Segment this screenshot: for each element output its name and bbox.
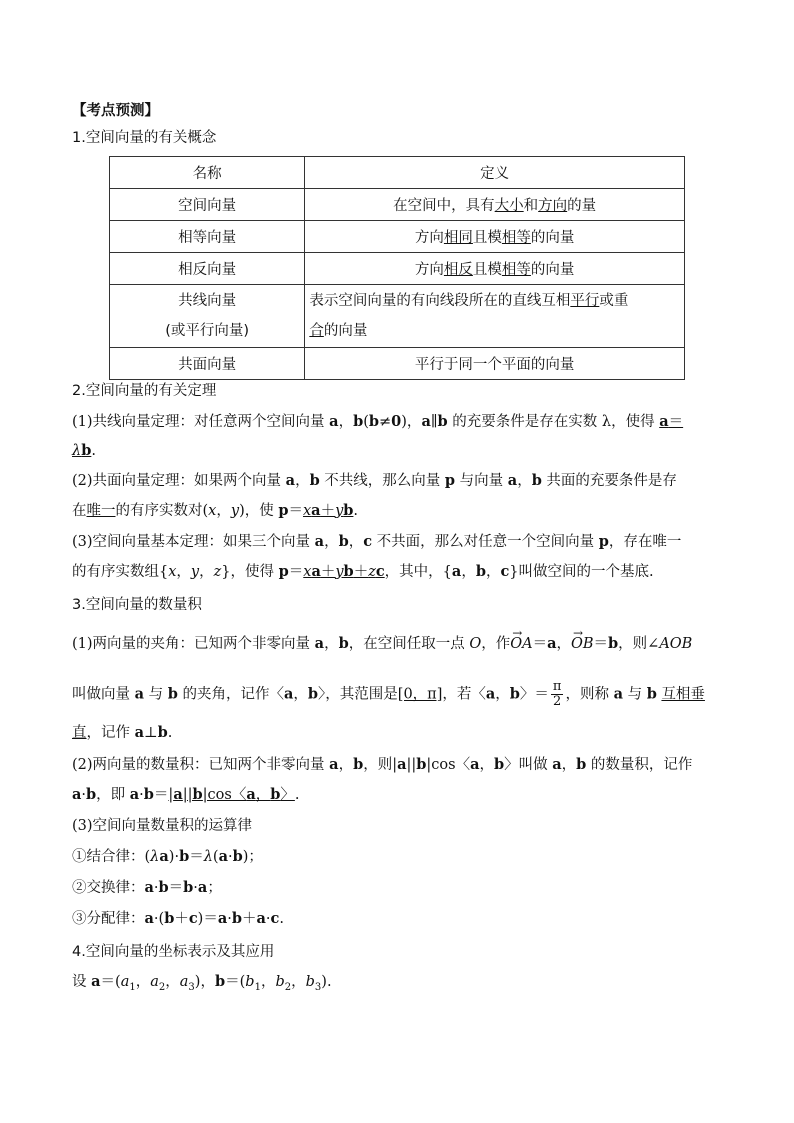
paragraph bbox=[72, 562, 724, 582]
subscript: 2 bbox=[284, 981, 292, 993]
text: 不共线，那么向量 bbox=[319, 473, 445, 489]
text: . bbox=[167, 725, 173, 741]
text: |cos〈 bbox=[202, 787, 247, 803]
underlined-text: 直 bbox=[72, 725, 87, 741]
text: · bbox=[193, 880, 198, 896]
text: 的有序实数组{ bbox=[72, 564, 169, 580]
vector-symbol: b bbox=[576, 756, 587, 773]
text: ，若〈 bbox=[442, 686, 486, 703]
lambda: λ bbox=[72, 443, 82, 459]
subscript: 1 bbox=[254, 981, 261, 993]
variable: y bbox=[230, 503, 240, 519]
vector-symbol: a bbox=[329, 413, 339, 430]
vector-symbol: a bbox=[218, 848, 228, 865]
paragraph bbox=[72, 785, 724, 805]
vector-symbol: b bbox=[368, 413, 380, 430]
variable: z bbox=[213, 564, 222, 580]
text: ，则称 bbox=[565, 686, 614, 703]
vector-symbol: a bbox=[507, 472, 518, 489]
text: . bbox=[353, 503, 359, 519]
variable: a bbox=[120, 974, 130, 990]
text: )， bbox=[194, 974, 215, 990]
vector-symbol: b bbox=[157, 724, 168, 741]
text: ∥ bbox=[430, 414, 438, 430]
table-row bbox=[110, 253, 685, 285]
vector-arrow-label: → OA bbox=[510, 634, 532, 654]
underlined-text: [0，π] bbox=[397, 686, 443, 703]
vector-symbol: b bbox=[475, 563, 486, 580]
text: }，使得 bbox=[221, 564, 279, 580]
vector-symbol: a bbox=[547, 635, 557, 652]
text: (1)共线向量定理：对任意两个空间向量 bbox=[72, 414, 330, 430]
text: . bbox=[294, 787, 300, 803]
vector-symbol: a bbox=[197, 879, 208, 896]
vector-symbol: p bbox=[444, 472, 456, 489]
text: 且模 bbox=[472, 262, 502, 278]
text: ＝( bbox=[225, 974, 246, 990]
text: ≠ bbox=[379, 414, 392, 430]
vector-symbol: a bbox=[397, 756, 407, 773]
paragraph bbox=[72, 532, 724, 552]
text: 方向 bbox=[414, 262, 444, 278]
vector-symbol: b bbox=[343, 563, 354, 580]
table-row bbox=[110, 189, 685, 221]
text: 且模 bbox=[472, 230, 502, 246]
text: ( bbox=[363, 414, 369, 430]
text: . bbox=[279, 911, 284, 927]
vector-symbol: a bbox=[485, 685, 496, 703]
vector-symbol: p bbox=[278, 502, 289, 519]
vector-symbol: a bbox=[421, 413, 431, 430]
text: . bbox=[91, 443, 96, 459]
fraction bbox=[551, 680, 564, 709]
text: ， bbox=[348, 534, 364, 550]
paragraph bbox=[72, 471, 724, 491]
text: 方向 bbox=[414, 230, 444, 246]
text: · bbox=[227, 849, 233, 865]
vector-symbol: c bbox=[270, 910, 280, 927]
law-associative bbox=[72, 847, 724, 867]
variable: a bbox=[150, 974, 159, 990]
vector-symbol: a bbox=[314, 635, 325, 652]
text: || bbox=[182, 787, 193, 803]
variable: x bbox=[208, 503, 217, 519]
text: }叫做空间的一个基底. bbox=[509, 564, 654, 580]
vector-symbol: b bbox=[343, 502, 354, 519]
text: 的向量 bbox=[323, 323, 368, 339]
vector-symbol: b bbox=[167, 685, 178, 703]
table-row bbox=[110, 221, 685, 253]
vector-symbol: c bbox=[188, 910, 198, 927]
text: ， bbox=[295, 473, 310, 489]
table-header-definition: 定义 bbox=[305, 157, 685, 189]
text: ， bbox=[165, 974, 180, 990]
underlined-text: 大小 bbox=[494, 198, 524, 214]
text: ＝ bbox=[288, 564, 304, 580]
row-definition bbox=[305, 285, 685, 348]
text: )； bbox=[242, 849, 263, 865]
text: 叫做向量 bbox=[72, 686, 135, 703]
text: ·( bbox=[153, 911, 165, 927]
text: )， bbox=[401, 414, 422, 430]
text: ＋ bbox=[353, 564, 369, 580]
vector-symbol: b bbox=[143, 786, 154, 803]
paragraph bbox=[72, 634, 724, 654]
variable: x bbox=[302, 503, 312, 519]
variable: y bbox=[190, 564, 200, 580]
vector-symbol: a bbox=[91, 973, 101, 990]
vector-symbol: p bbox=[598, 533, 609, 550]
vector-symbol: b bbox=[531, 472, 542, 489]
text: 与 bbox=[622, 686, 647, 703]
point-label: O bbox=[469, 636, 482, 652]
vector-symbol: b bbox=[608, 635, 619, 652]
text: ＝ bbox=[288, 503, 303, 519]
text: (或平行向量) bbox=[165, 323, 250, 339]
underlined-text: 相等 bbox=[501, 262, 531, 278]
vector-symbol: a bbox=[311, 502, 321, 519]
section-4-title: 4.空间向量的坐标表示及其应用 bbox=[72, 944, 275, 960]
text: ＝ bbox=[593, 636, 609, 652]
text: (3)空间向量基本定理：如果三个向量 bbox=[72, 534, 315, 550]
vector-symbol: b bbox=[232, 848, 243, 865]
underlined-text: 相同 bbox=[443, 230, 473, 246]
vector-symbol: b bbox=[509, 685, 520, 703]
variable: x bbox=[303, 564, 312, 580]
row-definition bbox=[305, 189, 685, 221]
text: )，使 bbox=[239, 503, 279, 519]
paragraph bbox=[72, 441, 724, 461]
text: ， bbox=[291, 974, 306, 990]
text: ＋ bbox=[320, 564, 336, 580]
paragraph: (3)空间向量数量积的运算律 bbox=[72, 818, 253, 834]
text: ＝( bbox=[100, 974, 121, 990]
variable: a bbox=[179, 974, 189, 990]
vector-symbol: b bbox=[416, 756, 427, 773]
text: ， bbox=[338, 757, 354, 773]
vector-symbol: b bbox=[494, 756, 505, 773]
text: · bbox=[227, 911, 232, 927]
vector-symbol: a bbox=[552, 756, 562, 773]
underlined-text: 方向 bbox=[538, 198, 568, 214]
table-row bbox=[110, 285, 685, 348]
text: ， bbox=[324, 534, 339, 550]
vector-symbol: a bbox=[129, 786, 140, 803]
vector-symbol: a bbox=[329, 756, 339, 773]
vector-symbol: b bbox=[309, 472, 320, 489]
text: ， bbox=[556, 636, 571, 652]
paragraph bbox=[72, 755, 724, 775]
vector-symbol: b bbox=[437, 413, 448, 430]
text: ， bbox=[260, 974, 276, 990]
row-name: 共面向量 bbox=[110, 348, 305, 380]
vector-symbol: b bbox=[179, 848, 190, 865]
variable: b bbox=[245, 974, 255, 990]
text: · bbox=[81, 787, 87, 803]
text: 不共面，那么对任意一个空间向量 bbox=[372, 534, 599, 550]
paragraph bbox=[72, 972, 724, 998]
text: · bbox=[139, 787, 144, 803]
text: ＋ bbox=[242, 911, 257, 927]
row-name: 相等向量 bbox=[110, 221, 305, 253]
vector-symbol: a bbox=[470, 756, 480, 773]
text: (2)两向量的数量积：已知两个非零向量 bbox=[72, 757, 330, 773]
vector-symbol: b bbox=[183, 879, 194, 896]
variable: z bbox=[368, 564, 376, 580]
underlined-text: 平行 bbox=[570, 293, 600, 309]
row-name bbox=[110, 285, 305, 348]
vector-symbol: b bbox=[192, 786, 203, 803]
subscript: 3 bbox=[188, 981, 195, 993]
text: ，存在唯一 bbox=[608, 534, 682, 550]
text: 的向量 bbox=[530, 230, 575, 246]
vector-symbol: a bbox=[451, 563, 462, 580]
vector-symbol: b bbox=[214, 973, 226, 990]
text: ⊥ bbox=[144, 725, 158, 741]
table-row bbox=[110, 348, 685, 380]
text: ，则| bbox=[363, 757, 398, 773]
text: ， bbox=[517, 473, 532, 489]
lambda: λ bbox=[203, 849, 213, 865]
text: 和 bbox=[523, 198, 539, 214]
paragraph bbox=[72, 680, 724, 709]
vector-symbol: a bbox=[283, 685, 294, 703]
vector-symbol: a bbox=[285, 472, 296, 489]
subscript: 3 bbox=[314, 981, 322, 993]
text: ). bbox=[321, 974, 332, 990]
text: · bbox=[153, 880, 159, 896]
vector-symbol: a bbox=[144, 879, 154, 896]
vector-symbol: a bbox=[217, 910, 228, 927]
text: 的充要条件是存在实数 λ，使得 bbox=[447, 414, 660, 430]
concept-table bbox=[109, 156, 685, 380]
text: ，其中，{ bbox=[384, 564, 452, 580]
fraction-denominator: 2 bbox=[553, 694, 562, 709]
variable: x bbox=[168, 564, 177, 580]
vector-symbol: b bbox=[353, 413, 364, 430]
text: ， bbox=[495, 686, 510, 703]
text: 〉 bbox=[280, 787, 295, 803]
section-1-title: 1.空间向量的有关概念 bbox=[72, 130, 217, 146]
text: ，即 bbox=[96, 787, 130, 803]
vector-symbol: a bbox=[613, 685, 623, 703]
vector-symbol: a bbox=[144, 910, 154, 927]
text: ， bbox=[479, 757, 495, 773]
vector-symbol: c bbox=[500, 563, 510, 580]
section-2-title: 2.空间向量的有关定理 bbox=[72, 383, 217, 399]
text: ③分配律： bbox=[72, 911, 145, 927]
subscript: 1 bbox=[129, 981, 136, 993]
text: ， bbox=[485, 564, 501, 580]
text: | bbox=[168, 787, 174, 803]
table-header-name: 名称 bbox=[110, 157, 305, 189]
text: 设 bbox=[72, 974, 92, 990]
text: ， bbox=[176, 564, 191, 580]
text: 〉叫做 bbox=[504, 757, 553, 773]
table-header-row bbox=[110, 157, 685, 189]
text: 或重 bbox=[599, 293, 629, 309]
vector-symbol: a bbox=[311, 563, 321, 580]
vector-symbol: a bbox=[72, 786, 82, 803]
vector-symbol: a bbox=[256, 910, 266, 927]
text: || bbox=[406, 757, 417, 773]
text: 的夹角，记作〈 bbox=[177, 686, 284, 703]
lambda: λ bbox=[150, 849, 160, 865]
text: 与 bbox=[144, 686, 168, 703]
text: ( bbox=[212, 849, 219, 865]
section-heading: 【考点预测】 bbox=[72, 103, 159, 119]
vector-symbol: b bbox=[338, 635, 349, 652]
text: ＝ bbox=[168, 880, 184, 896]
vector-symbol: b bbox=[353, 756, 364, 773]
text: ， bbox=[324, 636, 339, 652]
text: 在 bbox=[72, 503, 87, 519]
underlined-text: 唯一 bbox=[86, 503, 116, 519]
underlined-text: 相反 bbox=[443, 262, 473, 278]
underlined-text: 合 bbox=[309, 323, 324, 339]
text: ＋ bbox=[320, 503, 336, 519]
vector-symbol: a bbox=[173, 786, 183, 803]
text: ②交换律： bbox=[72, 880, 145, 896]
vector-symbol: p bbox=[278, 563, 289, 580]
text: ＝ bbox=[532, 636, 548, 652]
law-commutative bbox=[72, 878, 724, 898]
text: 在空间中，具有 bbox=[393, 198, 495, 214]
text: ①结合律：( bbox=[72, 849, 151, 865]
text: ，在空间任取一点 bbox=[348, 636, 470, 652]
text: · bbox=[265, 911, 271, 927]
paragraph bbox=[72, 501, 724, 521]
vector-symbol: a bbox=[134, 685, 145, 703]
text: ，则∠ bbox=[618, 636, 660, 652]
variable: y bbox=[335, 564, 344, 580]
paragraph bbox=[72, 412, 724, 432]
text: ，记作 bbox=[86, 725, 135, 741]
text: )· bbox=[168, 849, 180, 865]
text: 共线向量 bbox=[178, 293, 237, 309]
text: ＝ bbox=[189, 849, 204, 865]
vector-symbol: b bbox=[164, 910, 175, 927]
text: ， bbox=[135, 974, 151, 990]
text: 的有序实数对( bbox=[115, 503, 209, 519]
row-definition bbox=[305, 253, 685, 285]
vector-symbol: a bbox=[659, 413, 669, 430]
vector-symbol: b bbox=[307, 685, 319, 703]
text: 的向量 bbox=[530, 262, 575, 278]
paragraph bbox=[72, 723, 724, 743]
text: )＝ bbox=[197, 911, 218, 927]
row-name: 空间向量 bbox=[110, 189, 305, 221]
underlined-text: 相等 bbox=[501, 230, 531, 246]
text: 共面的充要条件是存 bbox=[541, 473, 677, 489]
vector-symbol: c bbox=[363, 533, 373, 550]
text: ＋ bbox=[174, 911, 189, 927]
vector-symbol: b bbox=[270, 786, 281, 803]
underlined-text: 互相垂 bbox=[661, 686, 705, 703]
vector-symbol: b bbox=[86, 786, 97, 803]
section-3-title: 3.空间向量的数量积 bbox=[72, 597, 202, 613]
row-definition bbox=[305, 221, 685, 253]
text: ， bbox=[293, 686, 308, 703]
vector-symbol: a bbox=[314, 533, 325, 550]
vector-symbol: b bbox=[338, 533, 349, 550]
vector-symbol: b bbox=[231, 910, 242, 927]
vector-symbol: a bbox=[246, 786, 256, 803]
vector-symbol: b bbox=[158, 879, 169, 896]
zero-vector: 0 bbox=[391, 413, 402, 430]
vector-arrow-label: → OB bbox=[571, 634, 594, 654]
text: ，作 bbox=[481, 636, 511, 652]
text: ＝ bbox=[153, 787, 169, 803]
vector-symbol: c bbox=[375, 563, 385, 580]
vector-symbol: b bbox=[81, 442, 92, 459]
fraction-numerator: π bbox=[552, 679, 562, 694]
text: ， bbox=[216, 503, 231, 519]
text: |cos〈 bbox=[426, 757, 471, 773]
text: 〉，其范围是 bbox=[318, 686, 398, 703]
subscript: 2 bbox=[158, 981, 166, 993]
text: ； bbox=[207, 880, 222, 896]
angle-label: AOB bbox=[659, 636, 693, 652]
text: 与向量 bbox=[455, 473, 508, 489]
variable: b bbox=[305, 974, 315, 990]
text: ， bbox=[255, 787, 271, 803]
text: ， bbox=[199, 564, 214, 580]
text: (1)两向量的夹角：已知两个非零向量 bbox=[72, 636, 315, 652]
text: 的数量积，记作 bbox=[586, 757, 693, 773]
vector-symbol: a bbox=[159, 848, 169, 865]
text: 〉＝ bbox=[519, 686, 549, 703]
row-definition: 平行于同一个平面的向量 bbox=[305, 348, 685, 380]
text: (2)共面向量定理：如果两个向量 bbox=[72, 473, 286, 489]
vector-symbol: a bbox=[134, 724, 145, 741]
variable: y bbox=[335, 503, 344, 519]
vector-symbol: b bbox=[646, 685, 657, 703]
text: 的量 bbox=[567, 198, 597, 214]
variable: b bbox=[275, 974, 285, 990]
text: ， bbox=[561, 757, 577, 773]
law-distributive bbox=[72, 909, 724, 929]
text: 表示空间向量的有向线段所在的直线互相 bbox=[309, 293, 571, 309]
row-name: 相反向量 bbox=[110, 253, 305, 285]
text: ， bbox=[461, 564, 476, 580]
text: ， bbox=[338, 414, 354, 430]
text: ＝ bbox=[668, 414, 684, 430]
